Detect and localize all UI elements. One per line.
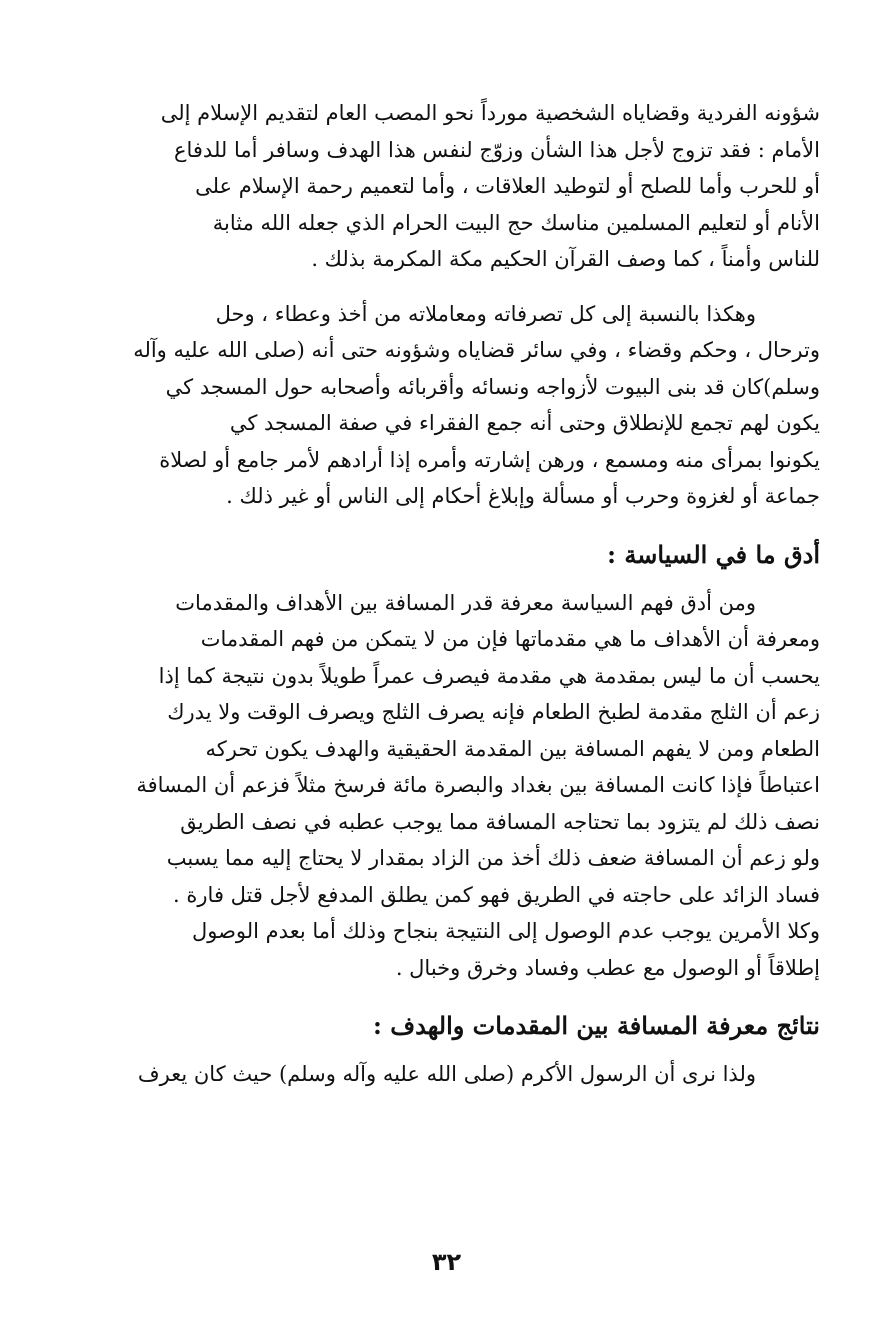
text-line: الطعام ومن لا يفهم المسافة بين المقدمة الحقيقية والهدف يكون تحركه	[205, 736, 820, 761]
text-line: وهكذا بالنسبة إلى كل تصرفاته ومعاملاته من أخذ وعطاء ، وحل	[215, 301, 756, 326]
text-line: شؤونه الفردية وقضاياه الشخصية مورداً نحو المصب العام لتقديم الإسلام إلى	[160, 101, 820, 125]
text-line: ولو زعم أن المسافة ضعف ذلك أخذ من الزاد بمقدار لا يحتاج إليه مما يسبب	[166, 846, 820, 870]
text-line: نصف ذلك لم يتزود بما تحتاجه المسافة مما يوجب عطبه في نصف الطريق	[180, 809, 820, 834]
page-number: ٣٢	[431, 1248, 462, 1276]
text-line: فساد الزائد على حاجته في الطريق فهو كمن يطلق المدفع لأجل قتل فارة .	[173, 882, 820, 907]
paragraph-4	[90, 1056, 820, 1093]
text-line: اعتباطاً فإذا كانت المسافة بين بغداد والبصرة مائة فرسخ مثلاً فزعم أن المسافة	[136, 773, 820, 797]
text-line: يحسب أن ما ليس بمقدمة هي مقدمة فيصرف عمراً طويلاً بدون نتيجة كما إذا	[158, 663, 820, 688]
text-line: ومن أدق فهم السياسة معرفة قدر المسافة بين الأهداف والمقدمات	[175, 590, 756, 615]
text-line: الأمام : فقد تزوج لأجل هذا الشأن وزوّج لنفس هذا الهدف وسافر أما للدفاع	[173, 137, 820, 162]
paragraph-3	[90, 585, 820, 987]
text-line: وسلم)كان قد بنى البيوت لأزواجه ونسائه وأقربائه وأصحابه حول المسجد كي	[165, 374, 820, 399]
section-heading: نتائج معرفة المسافة بين المقدمات والهدف :	[373, 1011, 820, 1040]
text-line: زعم أن الثلج مقدمة لطبخ الطعام فإنه يصرف الثلج ويصرف الوقت ولا يدرك	[167, 700, 820, 724]
text-line: إطلاقاً أو الوصول مع عطب وفساد وخرق وخبال .	[395, 955, 820, 980]
text-line: وكلا الأمرين يوجب عدم الوصول إلى النتيجة بنجاح وذلك أما بعدم الوصول	[191, 919, 820, 943]
paragraph-2	[90, 296, 820, 515]
text-line: أو للحرب وأما للصلح أو لتوطيد العلاقات ، وأما لتعميم رحمة الإسلام على	[195, 174, 820, 198]
text-line: ومعرفة أن الأهداف ما هي مقدماتها فإن من لا يتمكن من فهم المقدمات	[200, 627, 820, 651]
paragraph-1	[90, 95, 820, 278]
text-line: جماعة أو لغزوة وحرب أو مسألة وإبلاغ أحكام إلى الناس أو غير ذلك .	[226, 484, 820, 508]
text-line: يكون لهم تجمع للإنطلاق وحتى أنه جمع الفقراء في صفة المسجد كي	[229, 411, 820, 435]
section-heading: أدق ما في السياسة :	[607, 539, 820, 569]
document-page	[90, 95, 820, 1111]
text-line: ولذا نرى أن الرسول الأكرم (صلى الله عليه وآله وسلم) حيث كان يعرف	[137, 1062, 756, 1086]
text-line: يكونوا بمرأى منه ومسمع ، ورهن إشارته وأمره إذا أرادهم لأمر جامع أو لصلاة	[159, 447, 820, 472]
text-line: للناس وأمناً ، كما وصف القرآن الحكيم مكة المكرمة بذلك .	[311, 247, 820, 271]
text-line: الأنام أو لتعليم المسلمين مناسك حج البيت الحرام الذي جعله الله مثابة	[212, 210, 820, 235]
text-line: وترحال ، وحكم وقضاء ، وفي سائر قضاياه وشؤونه حتى أنه (صلى الله عليه وآله	[133, 338, 820, 362]
